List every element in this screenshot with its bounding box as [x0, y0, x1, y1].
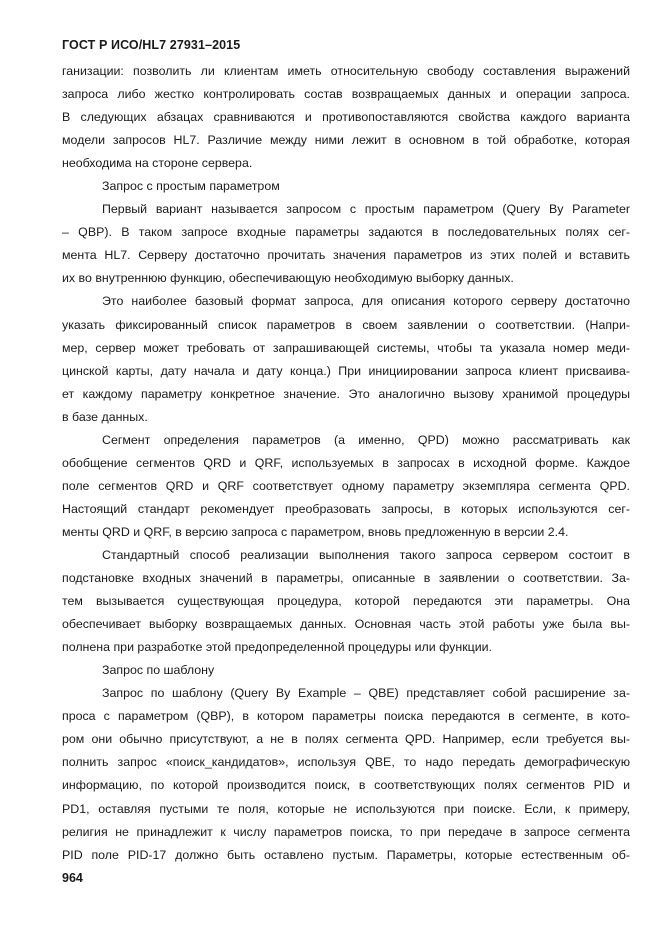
text-line: полнена при разработке этой предопределенной процедуры или функции. [62, 640, 492, 655]
text-line: необходима на стороне сервера. [62, 156, 253, 171]
text-line: Это наиболее базовый формат запроса, для описания которого серверу достаточно [102, 294, 630, 309]
text-line: религия не принадлежит к числу параметров поиска, то при передаче в запросе сегмента [62, 824, 630, 839]
text-line: PD1, оставляя пустыми те поля, которые не используются при поиске. Если, к примеру, [62, 801, 630, 816]
document-body [62, 60, 630, 867]
text-line: PID поле PID-17 должно быть оставлено пустым. Параметры, которые естественным об- [62, 847, 630, 862]
text-line: тем вызывается существующая процедура, которой передаются эти параметры. Она [62, 594, 630, 609]
text-line: ганизации: позволить ли клиентам иметь относительную свободу составления выражений [62, 64, 630, 78]
text-line: запроса либо жестко контролировать состав возвращаемых данных и операции запроса. [62, 87, 630, 102]
text-line: Настоящий стандарт рекомендует преобразовать запросы, в которых используются сег- [62, 501, 630, 516]
text-line: проса с параметром (QBP), в котором параметры поиска передаются в сегменте, в кото- [62, 709, 630, 724]
text-line: Запрос по шаблону (Query By Example – QBE) представляет собой расширение за- [102, 686, 630, 701]
page-header-standard-title: ГОСТ Р ИСО/HL7 27931–2015 [62, 38, 241, 52]
text-line: – QBP). В таком запросе входные параметры задаются в последовательных полях сег- [62, 225, 630, 240]
text-line: мента HL7. Серверу достаточно прочитать значения параметров из этих полей и вставить [62, 248, 630, 263]
text-line: Стандартный способ реализации выполнения такого запроса сервером состоит в [102, 547, 630, 562]
text-line: Запрос с простым параметром [102, 179, 280, 194]
text-line: поле сегментов QRD и QRF соответствует одному параметру экземпляра сегмента QPD. [62, 478, 630, 493]
text-line: Сегмент определения параметров (а именно, QPD) можно рассматривать как [102, 432, 630, 447]
text-line: обеспечивает выборку возвращаемых данных. Основная часть этой работы уже была вы- [62, 617, 630, 632]
text-line: полнить запрос «поиск_кандидатов», используя QBE, то надо передать демографическую [62, 755, 630, 770]
text-line: мер, сервер может требовать от запрашивающей системы, чтобы та указала номер меди- [62, 340, 630, 355]
text-line: их во внутреннюю функцию, обеспечивающую необходимую выборку данных. [62, 271, 514, 286]
text-line: указать фиксированный список параметров в своем заявлении о соответствии. (Напри- [62, 317, 630, 332]
text-line: Первый вариант называется запросом с простым параметром (Query By Parameter [102, 202, 630, 217]
text-line: ром они обычно присутствуют, а не в полях сегмента QPD. Например, если требуется вы- [62, 732, 630, 747]
text-line: цинской карты, дату начала и дату конца.) При инициировании запроса клиент присваива- [62, 363, 630, 378]
text-line: информацию, по которой производится поиск, в соответствующих полях сегментов PID и [62, 778, 630, 793]
text-line: подстановке входных значений в параметры, описанные в заявлении о соответствии. За- [62, 571, 630, 586]
text-line: В следующих абзацах сравниваются и противопоставляются свойства каждого варианта [62, 110, 630, 125]
text-line: в базе данных. [62, 409, 148, 424]
text-line: Запрос по шаблону [102, 663, 215, 678]
text-line: ет каждому параметру конкретное значение. Это аналогично вызову хранимой процедуры [62, 386, 630, 401]
page-number: 964 [62, 871, 83, 885]
text-line: модели запросов HL7. Различие между ними лежит в основном в той обработке, которая [62, 133, 630, 148]
text-line: менты QRD и QRF, в версию запроса с параметром, вновь предложенную в версии 2.4. [62, 524, 569, 539]
text-line: обобщение сегментов QRD и QRF, используемых в запросах в исходной форме. Каждое [62, 455, 630, 470]
